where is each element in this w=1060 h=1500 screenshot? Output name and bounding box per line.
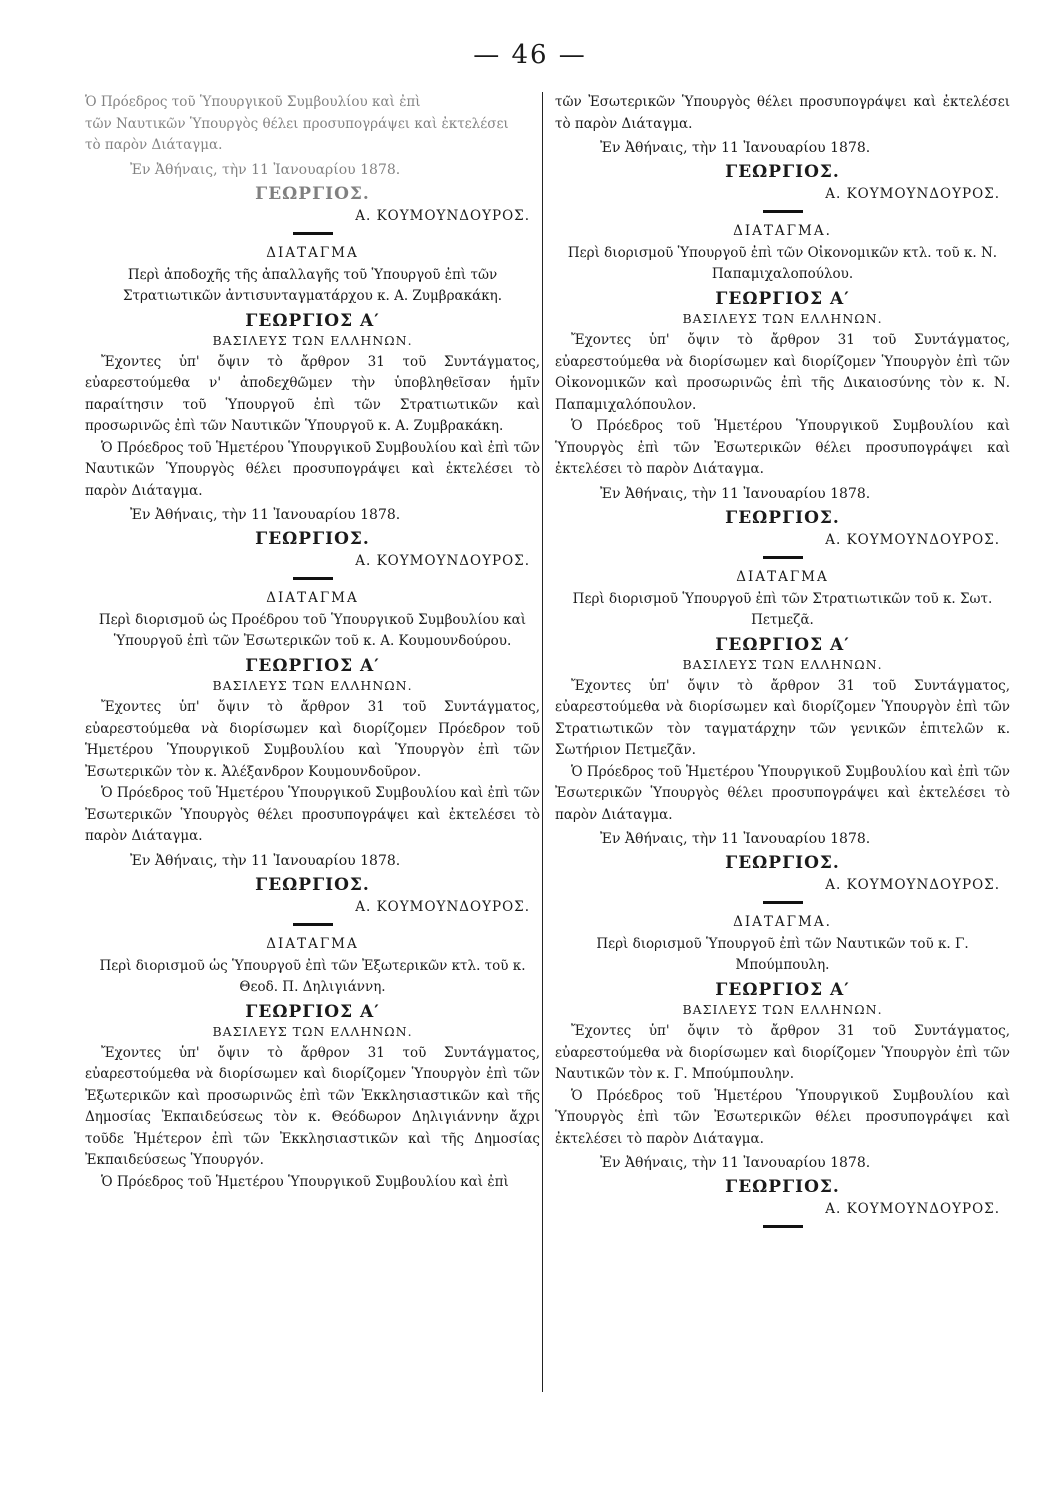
column-divider — [542, 92, 543, 1392]
minister-signature: Α. ΚΟΥΜΟΥΝΔΟΥΡΟΣ. — [825, 877, 1000, 893]
section-rule — [763, 210, 803, 213]
dateline: Ἐν Ἀθήναις, τὴν 11 Ἰανουαρίου 1878. — [600, 831, 871, 847]
section-rule — [293, 232, 333, 235]
dateline: Ἐν Ἀθήναις, τὴν 11 Ἰανουαρίου 1878. — [600, 140, 871, 156]
king-subtitle: ΒΑΣΙΛΕΥΣ ΤΩΝ ΕΛΛΗΝΩΝ. — [682, 1002, 883, 1017]
decree-title: ΔΙΑΤΑΓΜΑ. — [733, 223, 832, 239]
decree-paragraph: Ἔχοντες ὑπ' ὄψιν τὸ ἄρθρον 31 τοῦ Συντάγματος, εὐαρεστούμεθα νὰ διορίσωμεν καὶ διορίζομεν Ὑπουργὸν ἐπὶ τῶν Ἐξωτερικῶν καὶ προσωρινῶς ἐπὶ τῶν Ἐκκλησιαστικῶν καὶ τῆς Δημοσίας Ἐκπαιδεύσεως τὸν κ. Θεόδωρον Δηλιγιάννην ἄχρι τοῦδε Ἡμέτερον ἐπὶ τῶν Ἐκκλησιαστικῶν καὶ τῆς Δημοσίας Ἐκπαιδεύσεως Ὑπουργόν. — [85, 1044, 540, 1168]
decree-block — [85, 553, 540, 895]
section-rule — [763, 1225, 803, 1228]
minister-signature: Α. ΚΟΥΜΟΥΝΔΟΥΡΟΣ. — [825, 531, 1000, 548]
king-title: ΓΕΩΡΓΙΟΣ Α′ — [715, 634, 850, 655]
decree-paragraph: Ἔχοντες ὑπ' ὄψιν τὸ ἄρθρον 31 τοῦ Συντάγματος, εὐαρεστούμεθα νὰ διορίσωμεν καὶ διορίζομεν Πρόεδρον τοῦ Ἡμετέρου Ὑπουργικοῦ Συμβουλίου καὶ Ὑπουργὸν ἐπὶ τῶν Ἐσωτερικῶν τὸν κ. Ἀλέξανδρον Κουμουνδοῦρον. — [85, 699, 540, 780]
king-signature: ΓΕΩΡΓΙΟΣ. — [725, 162, 840, 182]
fragment-paragraph: τῶν Ἐσωτερικῶν Ὑπουργὸς θέλει προσυπογράψει καὶ ἐκτελέσει τὸ παρὸν Διάταγμα. — [555, 94, 1010, 132]
decree-block — [85, 208, 540, 550]
decree-paragraph: Ὁ Πρόεδρος τοῦ Ἡμετέρου Ὑπουργικοῦ Συμβουλίου καὶ ἐπὶ — [101, 1173, 509, 1190]
dateline: Ἐν Ἀθήναις, τὴν 11 Ἰανουαρίου 1878. — [600, 485, 871, 502]
fragment-line: τῶν Ναυτικῶν Ὑπουργὸς θέλει προσυπογράψει καὶ ἐκτελέσει — [85, 115, 509, 132]
decree-title: ΔΙΑΤΑΓΜΑ — [266, 590, 359, 606]
decree-paragraph: Ἔχοντες ὑπ' ὄψιν τὸ ἄρθρον 31 τοῦ Συντάγματος, εὐαρεστούμεθα ν' ἀποδεχθῶμεν τὴν ὑποβληθεῖσαν ἡμῖν παραίτησιν τοῦ Ὑπουργοῦ ἐπὶ τῶν Στρατιωτικῶν καὶ προσωρινῶς ἐπὶ τῶν Ναυτικῶν Ὑπουργοῦ κ. Α. Ζυμβρακάκη. — [85, 353, 540, 434]
decree-subject: Περὶ ἀποδοχῆς τῆς ἀπαλλαγῆς τοῦ Ὑπουργοῦ ἐπὶ τῶν Στρατιωτικῶν ἀντισυνταγματάρχου κ. Α. Ζυμβρακάκη. — [122, 266, 503, 304]
decree-title: ΔΙΑΤΑΓΜΑ. — [733, 914, 832, 930]
decree-paragraph: Ἔχοντες ὑπ' ὄψιν τὸ ἄρθρον 31 τοῦ Συντάγματος, εὐαρεστούμεθα νὰ διορίσωμεν καὶ διορίζομεν Ὑπουργὸν ἐπὶ τῶν Οἰκονομικῶν καὶ προσωρινῶς ἐπὶ τῆς Δικαιοσύνης τὸν κ. Ν. Παπαμιχαλόπουλον. — [555, 332, 1010, 413]
dateline: Ἐν Ἀθήναις, τὴν 11 Ἰανουαρίου 1878. — [130, 161, 401, 178]
decree-subject: Περὶ διορισμοῦ Ὑπουργοῦ ἐπὶ τῶν Στρατιωτικῶν τοῦ κ. Σωτ. Πετμεζᾶ. — [572, 590, 993, 628]
section-rule — [293, 923, 333, 926]
king-subtitle: ΒΑΣΙΛΕΥΣ ΤΩΝ ΕΛΛΗΝΩΝ. — [682, 656, 883, 672]
king-signature: ΓΕΩΡΓΙΟΣ. — [725, 507, 840, 528]
decree-paragraph: Ὁ Πρόεδρος τοῦ Ἡμετέρου Ὑπουργικοῦ Συμβουλίου καὶ Ὑπουργὸς ἐπὶ τῶν Ἐσωτερικῶν θέλει προσυπογράψει καὶ ἐκτελέσει τὸ παρὸν Διάταγμα. — [555, 1087, 1010, 1147]
king-signature: ΓΕΩΡΓΙΟΣ. — [725, 853, 840, 873]
dateline: Ἐν Ἀθήναις, τὴν 11 Ἰανουαρίου 1878. — [130, 852, 401, 869]
decree-block — [555, 186, 1010, 528]
minister-signature: Α. ΚΟΥΜΟΥΝΔΟΥΡΟΣ. — [825, 186, 1000, 202]
king-subtitle: ΒΑΣΙΛΕΥΣ ΤΩΝ ΕΛΛΗΝΩΝ. — [682, 311, 883, 326]
king-signature: ΓΕΩΡΓΙΟΣ. — [255, 183, 370, 204]
king-signature: ΓΕΩΡΓΙΟΣ. — [255, 529, 370, 549]
dateline: Ἐν Ἀθήναις, τὴν 11 Ἰανουαρίου 1878. — [130, 507, 401, 523]
decree-block — [555, 532, 1010, 874]
decree-block — [85, 899, 540, 1194]
king-title: ΓΕΩΡΓΙΟΣ Α′ — [245, 310, 380, 331]
king-title: ΓΕΩΡΓΙΟΣ Α′ — [715, 289, 850, 309]
section-rule — [293, 577, 333, 580]
decree-title: ΔΙΑΤΑΓΜΑ — [266, 244, 359, 261]
decree-title: ΔΙΑΤΑΓΜΑ — [736, 568, 829, 585]
decree-paragraph: Ἔχοντες ὑπ' ὄψιν τὸ ἄρθρον 31 τοῦ Συντάγματος, εὐαρεστούμεθα νὰ διορίσωμεν καὶ διορίζομεν Ὑπουργὸν ἐπὶ τῶν Ναυτικῶν τὸν κ. Γ. Μπούμπουλην. — [555, 1023, 1010, 1082]
minister-signature: Α. ΚΟΥΜΟΥΝΔΟΥΡΟΣ. — [355, 898, 530, 915]
decree-paragraph: Ἔχοντες ὑπ' ὄψιν τὸ ἄρθρον 31 τοῦ Συντάγματος, εὐαρεστούμεθα νὰ διορίσωμεν καὶ διορίζομεν Ὑπουργὸν ἐπὶ τῶν Στρατιωτικῶν τὸν ταγματάρχην τῶν γενικῶν ἐπιτελῶν κ. Σωτήριον Πετμεζᾶν. — [555, 677, 1010, 758]
fragment-line: τὸ παρὸν Διάταγμα. — [85, 137, 223, 153]
right-column — [555, 92, 1010, 1238]
left-top-fragment — [85, 92, 540, 204]
decree-title: ΔΙΑΤΑΓΜΑ — [266, 935, 359, 952]
minister-signature: Α. ΚΟΥΜΟΥΝΔΟΥΡΟΣ. — [355, 553, 530, 569]
fragment-line: Ὁ Πρόεδρος τοῦ Ὑπουργικοῦ Συμβουλίου καὶ ἐπὶ — [85, 94, 421, 110]
page-number: — 46 — — [473, 40, 587, 70]
king-title: ΓΕΩΡΓΙΟΣ Α′ — [715, 980, 850, 1000]
king-subtitle: ΒΑΣΙΛΕΥΣ ΤΩΝ ΕΛΛΗΝΩΝ. — [212, 1023, 413, 1039]
king-signature: ΓΕΩΡΓΙΟΣ. — [255, 874, 370, 895]
decree-paragraph: Ὁ Πρόεδρος τοῦ Ἡμετέρου Ὑπουργικοῦ Συμβουλίου καὶ Ὑπουργὸς ἐπὶ τῶν Ἐσωτερικῶν θέλει προσυπογράψει καὶ ἐκτελέσει τὸ παρὸν Διάταγμα. — [555, 418, 1010, 477]
decree-subject: Περὶ διορισμοῦ ὡς Ὑπουργοῦ ἐπὶ τῶν Ἐξωτερικῶν κτλ. τοῦ κ. Θεοδ. Π. Δηλιγιάννη. — [99, 957, 526, 995]
decree-subject: Περὶ διορισμοῦ ὡς Προέδρου τοῦ Ὑπουργικοῦ Συμβουλίου καὶ Ὑπουργοῦ ἐπὶ τῶν Ἐσωτερικῶν τοῦ κ. Α. Κουμουνδούρου. — [98, 612, 527, 649]
minister-signature: Α. ΚΟΥΜΟΥΝΔΟΥΡΟΣ. — [355, 207, 530, 224]
king-subtitle: ΒΑΣΙΛΕΥΣ ΤΩΝ ΕΛΛΗΝΩΝ. — [212, 332, 413, 348]
section-rule — [763, 556, 803, 559]
king-title: ΓΕΩΡΓΙΟΣ Α′ — [245, 1001, 380, 1022]
decree-block — [555, 877, 1010, 1197]
minister-signature: Α. ΚΟΥΜΟΥΝΔΟΥΡΟΣ. — [825, 1201, 1000, 1217]
decree-subject: Περὶ διορισμοῦ Ὑπουργοῦ ἐπὶ τῶν Οἰκονομικῶν κτλ. τοῦ κ. Ν. Παπαμιχαλοπούλου. — [567, 245, 998, 282]
king-subtitle: ΒΑΣΙΛΕΥΣ ΤΩΝ ΕΛΛΗΝΩΝ. — [212, 678, 413, 693]
dateline: Ἐν Ἀθήναις, τὴν 11 Ἰανουαρίου 1878. — [600, 1155, 871, 1171]
section-rule — [763, 901, 803, 904]
decree-subject: Περὶ διορισμοῦ Ὑπουργοῦ ἐπὶ τῶν Ναυτικῶν τοῦ κ. Γ. Μπούμπουλη. — [596, 936, 969, 973]
left-column — [85, 92, 540, 1193]
king-title: ΓΕΩΡΓΙΟΣ Α′ — [245, 656, 380, 676]
king-signature: ΓΕΩΡΓΙΟΣ. — [725, 1177, 840, 1197]
decree-paragraph: Ὁ Πρόεδρος τοῦ Ἡμετέρου Ὑπουργικοῦ Συμβουλίου καὶ ἐπὶ τῶν Ναυτικῶν Ὑπουργὸς θέλει προσυπογράψει καὶ ἐκτελέσει τὸ παρὸν Διάταγμα. — [85, 439, 540, 499]
right-top-fragment — [555, 92, 1010, 182]
decree-paragraph: Ὁ Πρόεδρος τοῦ Ἡμετέρου Ὑπουργικοῦ Συμβουλίου καὶ ἐπὶ τῶν Ἐσωτερικῶν Ὑπουργὸς θέλει προσυπογράψει καὶ ἐκτελέσει τὸ παρὸν Διάταγμα. — [85, 785, 540, 844]
decree-paragraph: Ὁ Πρόεδρος τοῦ Ἡμετέρου Ὑπουργικοῦ Συμβουλίου καὶ ἐπὶ τῶν Ἐσωτερικῶν Ὑπουργὸς θέλει προσυπογράψει καὶ ἐκτελέσει τὸ παρὸν Διάταγμα. — [555, 763, 1010, 823]
